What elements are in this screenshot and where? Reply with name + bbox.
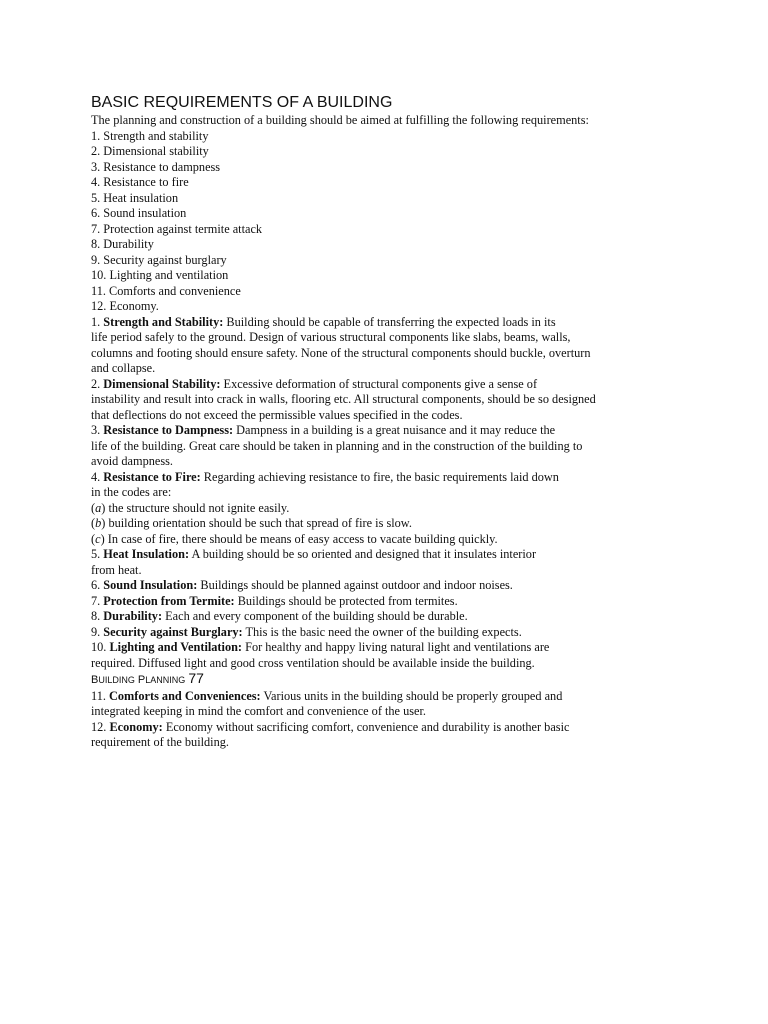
sub-item-label: b	[95, 516, 102, 530]
section-number: 9.	[91, 624, 104, 639]
section-line: in the codes are:	[91, 485, 172, 499]
section-first-line	[91, 720, 741, 736]
intro-text: The planning and construction of a building should be aimed at fulfilling the following requirements:	[91, 113, 589, 127]
section-text: Buildings should be protected from termites.	[234, 593, 458, 608]
section-number: 6.	[91, 578, 104, 592]
section-first-line	[91, 470, 741, 486]
section-text: Each and every component of the building should be durable.	[162, 609, 468, 623]
sub-item-label: c	[95, 531, 101, 546]
section-number: 4.	[91, 469, 104, 484]
section-line: life of the building. Great care should be taken in planning and in the construction of the building to	[91, 438, 583, 453]
section-text: Various units in the building should be properly grouped and	[260, 688, 563, 703]
section-fire	[91, 470, 741, 548]
list-item: 5. Heat insulation	[91, 190, 179, 205]
section-first-line	[91, 377, 741, 393]
sub-item: (a) the structure should not ignite easily.	[91, 500, 290, 515]
sub-item: (c) In case of fire, there should be means of easy access to vacate building quickly.	[91, 531, 498, 546]
section-heading: Resistance to Fire:	[103, 469, 201, 484]
section-line: that deflections do not exceed the permissible values specified in the codes.	[91, 407, 463, 422]
section-line: life period safely to the ground. Design of various structural components like slabs, beams, walls,	[91, 330, 571, 344]
section-dimensional	[91, 377, 741, 424]
footer-word: LANNING	[145, 675, 186, 685]
section-number: 3.	[91, 423, 104, 437]
section-burglary	[91, 625, 741, 641]
section-heading: Comforts and Conveniences:	[109, 688, 261, 703]
footer-word: UILDING	[98, 675, 135, 685]
footer-initial: B	[91, 674, 99, 686]
list-item: 4. Resistance to fire	[91, 175, 189, 189]
list-item: 3. Resistance to dampness	[91, 159, 221, 174]
list-item: 9. Security against burglary	[91, 252, 227, 267]
section-number: 10.	[91, 640, 110, 654]
section-text: For healthy and happy living natural light and ventilations are	[242, 640, 550, 654]
section-number: 7.	[91, 593, 104, 608]
section-comforts	[91, 689, 741, 720]
section-line: and collapse.	[91, 361, 156, 375]
requirements-list	[91, 129, 741, 315]
section-lighting	[91, 640, 741, 671]
page-footer	[91, 671, 741, 689]
section-text: Excessive deformation of structural components give a sense of	[220, 376, 538, 391]
sub-item: (b) building orientation should be such that spread of fire is slow.	[91, 516, 412, 530]
section-text: Building should be capable of transferring the expected loads in its	[223, 314, 556, 329]
section-text: This is the basic need the owner of the building expects.	[242, 624, 522, 639]
section-first-line	[91, 547, 741, 563]
section-durability	[91, 609, 741, 625]
section-line: integrated keeping in mind the comfort and convenience of the user.	[91, 704, 426, 718]
section-text: A building should be so oriented and designed that it insulates interior	[189, 547, 537, 561]
section-heading: Economy:	[109, 719, 163, 734]
section-first-line	[91, 689, 741, 705]
section-line: requirement of the building.	[91, 735, 229, 749]
section-first-line	[91, 315, 741, 331]
section-heading: Dimensional Stability:	[103, 376, 221, 391]
list-item: 6. Sound insulation	[91, 206, 187, 220]
section-heading: Lighting and Ventilation:	[109, 640, 243, 654]
list-item: 10. Lighting and ventilation	[91, 268, 229, 282]
section-line: avoid dampness.	[91, 454, 173, 468]
list-item: 12. Economy.	[91, 299, 159, 313]
section-heading: Sound Insulation:	[103, 578, 198, 592]
list-item: 7. Protection against termite attack	[91, 221, 263, 236]
section-number: 2.	[91, 376, 104, 391]
section-heading: Protection from Termite:	[103, 593, 235, 608]
list-item: 11. Comforts and convenience	[91, 283, 241, 298]
section-heading: Durability:	[103, 609, 163, 623]
list-item: 1. Strength and stability	[91, 128, 209, 143]
section-number: 11.	[91, 688, 109, 703]
section-text: Economy without sacrificing comfort, convenience and durability is another basic	[162, 719, 570, 734]
section-line: required. Diffused light and good cross ventilation should be available inside the building.	[91, 655, 535, 670]
section-number: 1.	[91, 314, 104, 329]
sub-item-label: a	[95, 500, 102, 515]
section-text: Dampness in a building is a great nuisance and it may reduce the	[233, 423, 556, 437]
footer-initial: P	[137, 674, 146, 686]
section-economy	[91, 720, 741, 751]
section-heading: Strength and Stability:	[103, 314, 224, 329]
document-title: BASIC REQUIREMENTS OF A BUILDING	[91, 94, 393, 111]
section-first-line	[91, 640, 741, 656]
section-heading: Resistance to Dampness:	[103, 423, 234, 437]
section-first-line	[91, 423, 741, 439]
section-number: 5.	[91, 547, 104, 561]
section-line: from heat.	[91, 562, 142, 577]
page-number: 77	[188, 670, 204, 686]
section-heading: Security against Burglary:	[103, 624, 243, 639]
list-item: 2. Dimensional stability	[91, 144, 209, 158]
section-strength	[91, 315, 741, 377]
list-item: 8. Durability	[91, 237, 154, 251]
sub-item-text: the structure should not ignite easily.	[105, 500, 290, 515]
section-sound-insulation	[91, 578, 741, 594]
sub-item-text: building orientation should be such that spread of fire is slow.	[105, 516, 412, 530]
section-line: instability and result into crack in walls, flooring etc. All structural components, should be so designed	[91, 392, 596, 406]
section-termite	[91, 594, 741, 610]
section-heading: Heat Insulation:	[103, 547, 190, 561]
section-line: columns and footing should ensure safety. None of the structural components should buckle, overturn	[91, 345, 591, 360]
section-text: Buildings should be planned against outdoor and indoor noises.	[197, 578, 513, 592]
document-page	[91, 94, 741, 751]
section-number: 12.	[91, 719, 110, 734]
sub-item-text: In case of fire, there should be means of easy access to vacate building quickly.	[104, 531, 498, 546]
section-heat-insulation	[91, 547, 741, 578]
section-number: 8.	[91, 609, 104, 623]
section-dampness	[91, 423, 741, 470]
section-text: Regarding achieving resistance to fire, the basic requirements laid down	[200, 469, 559, 484]
